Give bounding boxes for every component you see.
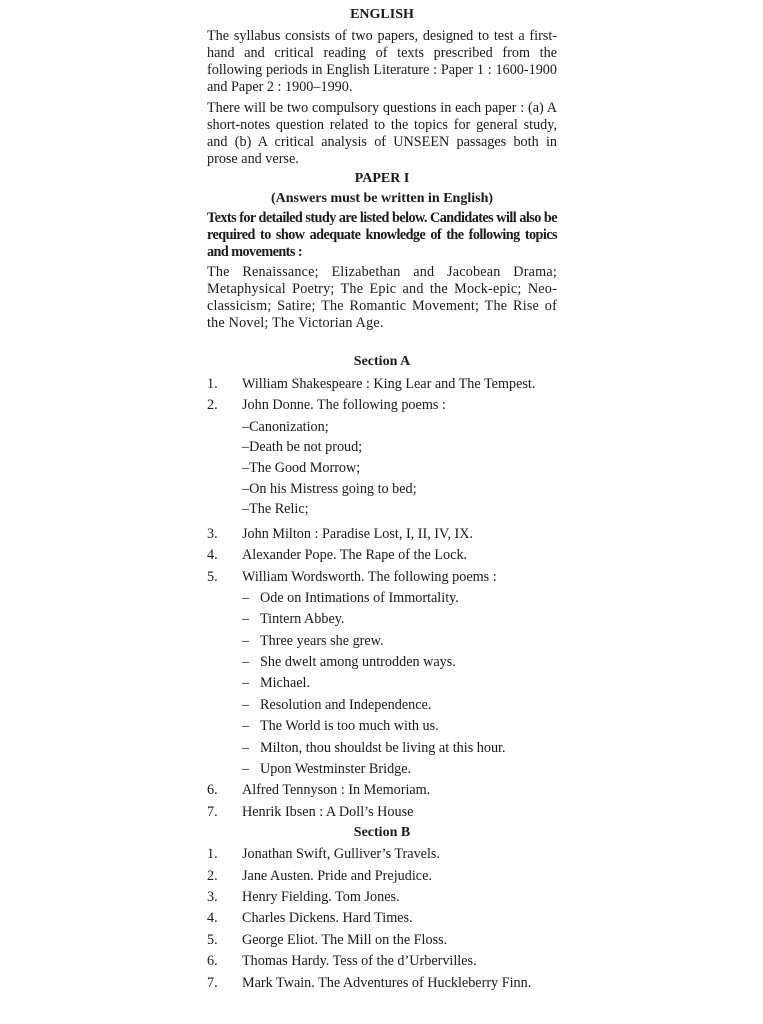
list-item [207, 975, 557, 996]
item-number: 4. [207, 910, 218, 927]
item-text: Alfred Tennyson : In Memoriam. [242, 782, 431, 799]
list-item [207, 547, 557, 568]
item-text: Alexander Pope. The Rape of the Lock. [242, 547, 468, 564]
item-number: 3. [207, 889, 218, 905]
list-item [207, 569, 557, 590]
item-text: William Shakespeare : King Lear and The Tempest. [242, 376, 536, 392]
item-number: 6. [207, 953, 218, 970]
poem-title: Milton, thou shouldst be living at this hour. [260, 739, 506, 756]
poem-item [207, 611, 557, 632]
dash: – [242, 696, 250, 713]
item-number: 1. [207, 376, 218, 392]
item-number: 7. [207, 974, 218, 991]
paper-title: PAPER I [354, 171, 410, 186]
item-text: Charles Dickens. Hard Times. [242, 910, 413, 927]
item-text: John Milton : Paradise Lost, I, II, IV, IX. [242, 525, 474, 542]
poem-title: Upon Westminster Bridge. [260, 761, 412, 778]
poem-item: –Canonization; [242, 418, 329, 435]
paper-instruction: Texts for detailed study are listed below. Candidates will also be required to show adequate knowledge of the following topics and movements : [207, 210, 557, 261]
item-text: Jane Austen. Pride and Prejudice. [242, 867, 432, 884]
list-item [207, 804, 557, 825]
item-number: 3. [207, 525, 218, 542]
dash: – [242, 611, 250, 628]
list-item [207, 526, 557, 547]
poem-item [207, 761, 557, 782]
item-text: Thomas Hardy. Tess of the d’Urbervilles. [242, 953, 477, 970]
intro-paragraph-2: There will be two compulsory questions in each paper : (a) A short-notes question related to the topics for general study, and (b) A critical analysis of UNSEEN passages both in prose and verse. [207, 100, 557, 168]
dash: – [242, 589, 250, 606]
item-text: Henry Fielding. Tom Jones. [242, 889, 400, 905]
topics-paragraph: The Renaissance; Elizabethan and Jacobean Drama; Metaphysical Poetry; The Epic and the Mock-epic; Neo-classicism; Satire; The Romantic Movement; The Rise of the Novel; The Victorian Age. [207, 264, 557, 332]
item-text: William Wordsworth. The following poems : [242, 568, 497, 585]
list-item [207, 953, 557, 974]
item-text: George Eliot. The Mill on the Floss. [242, 931, 448, 948]
list-item [207, 889, 557, 910]
poem-item [207, 654, 557, 675]
list-item [207, 846, 557, 867]
poem-item [207, 633, 557, 654]
item-number: 4. [207, 547, 218, 564]
list-item [207, 868, 557, 889]
dash: – [242, 632, 250, 649]
item-number: 5. [207, 568, 218, 585]
poem-item: –On his Mistress going to bed; [242, 480, 417, 497]
item-text: John Donne. The following poems : [242, 397, 446, 414]
list-item [207, 376, 557, 397]
item-text: Mark Twain. The Adventures of Huckleberry Finn. [242, 974, 532, 991]
poem-item [207, 697, 557, 718]
item-number: 5. [207, 931, 218, 948]
list-item [207, 782, 557, 803]
dash: – [242, 718, 250, 735]
list-item [207, 910, 557, 931]
poem-item [207, 675, 557, 696]
poem-item: –The Relic; [242, 501, 309, 518]
paper-subtitle: (Answers must be written in English) [270, 191, 494, 206]
poem-item: –The Good Morrow; [242, 459, 361, 476]
list-item [207, 397, 557, 418]
item-number: 2. [207, 397, 218, 414]
poem-title: Michael. [260, 675, 311, 692]
poem-title: Three years she grew. [260, 632, 384, 649]
poem-item [207, 740, 557, 761]
section-a-title: Section A [353, 354, 411, 369]
dash: – [242, 675, 250, 692]
section-b-title: Section B [353, 825, 411, 841]
dash: – [242, 761, 250, 778]
poem-title: Resolution and Independence. [260, 696, 432, 713]
list-item [207, 932, 557, 953]
syllabus-page [207, 7, 557, 996]
poem-title: She dwelt among untrodden ways. [260, 654, 456, 671]
poem-item: –Death be not proud; [242, 439, 363, 456]
poem-title: The World is too much with us. [260, 718, 439, 735]
dash: – [242, 654, 250, 671]
page-title: ENGLISH [350, 7, 414, 22]
intro-paragraph-1: The syllabus consists of two papers, designed to test a first-hand and critical reading of texts prescribed from the following periods in English Literature : Paper 1 : 1600-1900 and Paper 2 : 1900–1990. [207, 28, 557, 96]
item-number: 2. [207, 867, 218, 884]
item-text: Henrik Ibsen : A Doll’s House [242, 803, 414, 820]
dash: – [242, 739, 250, 756]
item-number: 7. [207, 803, 218, 820]
item-text: Jonathan Swift, Gulliver’s Travels. [242, 846, 440, 863]
poem-title: Tintern Abbey. [260, 611, 345, 628]
poem-title: Ode on Intimations of Immortality. [260, 589, 459, 606]
poem-item [207, 590, 557, 611]
poem-item [207, 718, 557, 739]
item-number: 1. [207, 846, 218, 863]
item-number: 6. [207, 782, 218, 799]
